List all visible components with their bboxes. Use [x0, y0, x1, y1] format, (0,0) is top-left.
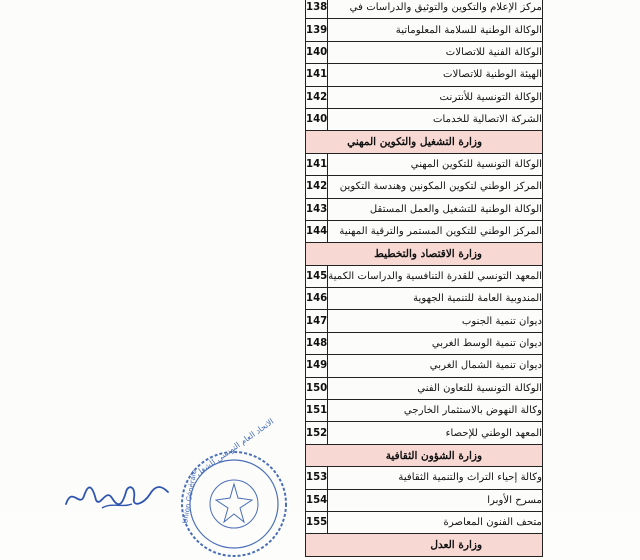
institution-row [306, 400, 543, 422]
row-number: 145 [306, 265, 328, 287]
row-number: 150 [306, 377, 328, 399]
institution-row [306, 64, 543, 86]
institution-row [306, 332, 543, 354]
institution-name: الوكالة التونسية للتكوين المهني [328, 153, 543, 175]
ministry-section-row [306, 534, 543, 556]
institution-name: مركز الإعلام والتكوين والتوثيق والدراسات في [328, 0, 543, 19]
institution-name: ديوان تنمية الجنوب [328, 310, 543, 332]
institution-row [306, 467, 543, 489]
institution-name: الوكالة التونسية للتعاون الفني [328, 377, 543, 399]
institution-name: الوكالة الفنية للاتصالات [328, 41, 543, 63]
row-number: 155 [306, 511, 328, 533]
institution-name: الوكالة الوطنية للسلامة المعلوماتية [328, 19, 543, 41]
institution-row [306, 422, 543, 444]
institution-name: المندوبية العامة للتنمية الجهوية [328, 288, 543, 310]
row-number: 140 [306, 108, 328, 130]
institution-row [306, 220, 543, 242]
row-number: 140 [306, 41, 328, 63]
row-number: 142 [306, 176, 328, 198]
row-number: 147 [306, 310, 328, 332]
institutions-table [305, 0, 543, 557]
official-seal-stamp [178, 416, 290, 560]
institution-name: وكالة إحياء التراث والتنمية الثقافية [328, 467, 543, 489]
institutions-table-body [306, 0, 543, 556]
row-number: 141 [306, 64, 328, 86]
institution-row [306, 489, 543, 511]
row-number: 139 [306, 19, 328, 41]
institution-name: الوكالة التونسية للأنترنت [328, 86, 543, 108]
institution-row [306, 19, 543, 41]
ministry-section-row [306, 243, 543, 265]
stamp-ring-text: الاتحاد العام التونسي للشغل [193, 416, 276, 478]
row-number: 153 [306, 467, 328, 489]
institution-row [306, 176, 543, 198]
institution-row [306, 377, 543, 399]
institution-name: وكالة النهوض بالاستثمار الخارجي [328, 400, 543, 422]
row-number: 148 [306, 332, 328, 354]
handwritten-signature [62, 478, 172, 512]
ministry-section-row [306, 444, 543, 466]
institution-row [306, 198, 543, 220]
institution-row [306, 288, 543, 310]
ministry-name: وزارة التشغيل والتكوين المهني [306, 131, 543, 153]
institution-row [306, 0, 543, 19]
institution-name: الهيئة الوطنية للاتصالات [328, 64, 543, 86]
row-number: 149 [306, 355, 328, 377]
institution-row [306, 310, 543, 332]
row-number: 152 [306, 422, 328, 444]
institution-row [306, 355, 543, 377]
institution-name: مسرح الأوبرا [328, 489, 543, 511]
institution-name: المعهد الوطني للإحصاء [328, 422, 543, 444]
row-number: 146 [306, 288, 328, 310]
row-number: 142 [306, 86, 328, 108]
institution-name: المركز الوطني لتكوين المكونين وهندسة التكوين [328, 176, 543, 198]
row-number: 154 [306, 489, 328, 511]
institution-row [306, 153, 543, 175]
institution-row [306, 108, 543, 130]
institution-name: متحف الفنون المعاصرة [328, 511, 543, 533]
institution-name: الشركة الاتصالية للخدمات [328, 108, 543, 130]
institution-name: ديوان تنمية الشمال الغربي [328, 355, 543, 377]
institution-name: الوكالة الوطنية للتشغيل والعمل المستقل [328, 198, 543, 220]
ministry-name: وزارة الاقتصاد والتخطيط [306, 243, 543, 265]
institution-name: ديوان تنمية الوسط الغربي [328, 332, 543, 354]
row-number: 151 [306, 400, 328, 422]
institution-row [306, 511, 543, 533]
institution-name: المركز الوطني للتكوين المستمر والترقية المهنية [328, 220, 543, 242]
ministry-name: وزارة العدل [306, 534, 543, 556]
ministry-section-row [306, 131, 543, 153]
row-number: 144 [306, 220, 328, 242]
institution-row [306, 86, 543, 108]
institution-row [306, 41, 543, 63]
institution-row [306, 265, 543, 287]
row-number: 138 [306, 0, 328, 19]
row-number: 141 [306, 153, 328, 175]
ministry-name: وزارة الشؤون الثقافية [306, 444, 543, 466]
institution-name: المعهد التونسي للقدرة التنافسية والدراسات الكمية [328, 265, 543, 287]
row-number: 143 [306, 198, 328, 220]
stamp-latin-text: Union Générale [181, 469, 199, 525]
